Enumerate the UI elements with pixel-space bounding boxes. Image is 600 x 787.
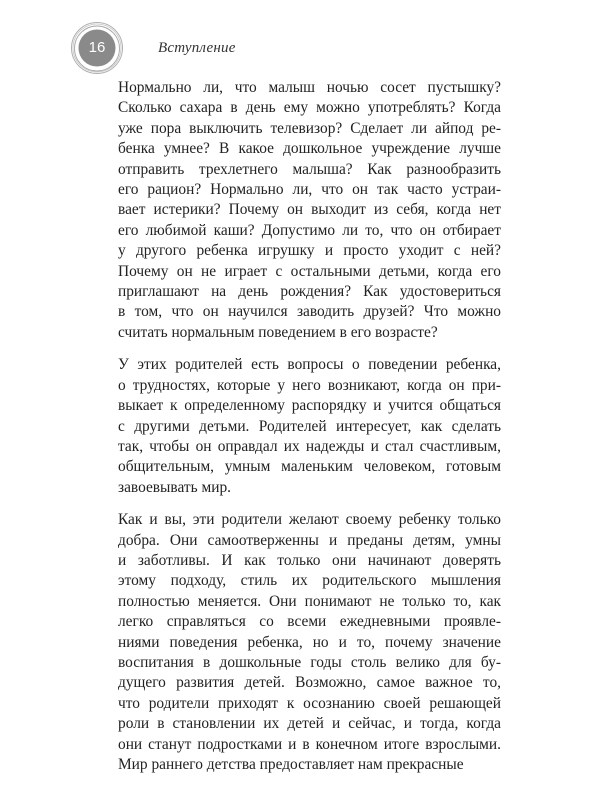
page-number: 16: [88, 39, 106, 56]
paragraph: [118, 78, 501, 343]
text-line: общительным, умным маленьким человеком, готовым: [118, 458, 501, 476]
text-line: легко справляться со всеми ежедневными проявле-: [118, 613, 501, 631]
page-number-badge: [70, 21, 124, 75]
text-line: этому подходу, стиль их родительского мышления: [118, 572, 501, 590]
text-line: в том, что он научился заводить друзей? Что можно: [118, 303, 501, 321]
text-line: считать нормальным поведением в его возрасте?: [118, 323, 438, 341]
text-line: дущего развития детей. Возможно, самое важное то,: [118, 674, 501, 692]
text-line: уже пора выключить телевизор? Сделает ли айпод ре-: [118, 119, 501, 137]
text-line: Сколько сахара в день ему можно употреблять? Когда: [118, 99, 501, 117]
paragraph: [118, 510, 501, 775]
text-line: ниями поведения ребенка, но и то, почему значение: [118, 633, 501, 651]
text-line: бенка умнее? В какое дошкольное учреждение лучше: [118, 140, 501, 158]
text-line: у другого ребенка игрушку и просто уходит с ней?: [118, 242, 501, 260]
text-line: с другими детьми. Родителей интересует, как сделать: [118, 417, 501, 435]
text-line: так, чтобы он оправдал их надежды и стал счастливым,: [118, 437, 501, 455]
text-line: Мир раннего детства предоставляет нам прекрасные: [118, 756, 464, 773]
text-line: Как и вы, эти родители желают своему ребенку только: [118, 511, 501, 529]
text-line: завоевывать мир.: [118, 478, 232, 496]
text-line: о трудностях, которые у него возникают, когда он при-: [118, 376, 501, 394]
text-line: приглашают на день рождения? Как удостовериться: [118, 283, 501, 301]
paragraph: [118, 355, 501, 498]
text-line: Нормально ли, что малыш ночью сосет пустышку?: [118, 79, 501, 96]
text-line: что родители приходят к осознанию своей решающей: [118, 694, 501, 712]
text-line: У этих родителей есть вопросы о поведении ребенка,: [118, 356, 501, 374]
text-line: отправить трехлетнего малыша? Как разнообразить: [118, 160, 501, 178]
running-title: Вступление: [158, 39, 236, 56]
text-line: добра. Они самоотверженны и преданы детям, умны: [118, 531, 501, 549]
text-line: выкает к определенному распорядку и учится общаться: [118, 397, 501, 415]
body-text: [118, 78, 501, 787]
text-line: его любимой каши? Допустимо ли то, что он отбирает: [118, 221, 501, 239]
text-line: они станут подростками и в конечном итоге взрослыми.: [118, 735, 501, 753]
text-line: полностью меняется. Они понимают не только то, как: [118, 592, 501, 610]
text-line: его рацион? Нормально ли, что он так часто устраи-: [118, 181, 501, 199]
text-line: роли в становлении их детей и сейчас, и тогда, когда: [118, 715, 501, 733]
text-line: вает истерики? Почему он выходит из себя, когда нет: [118, 201, 501, 219]
page-header: [70, 20, 236, 76]
text-line: и заботливы. И как только они начинают доверять: [118, 551, 501, 569]
text-line: Почему он не играет с остальными детьми, когда его: [118, 262, 501, 280]
text-line: воспитания в дошкольные годы столь велико для бу-: [118, 653, 501, 671]
